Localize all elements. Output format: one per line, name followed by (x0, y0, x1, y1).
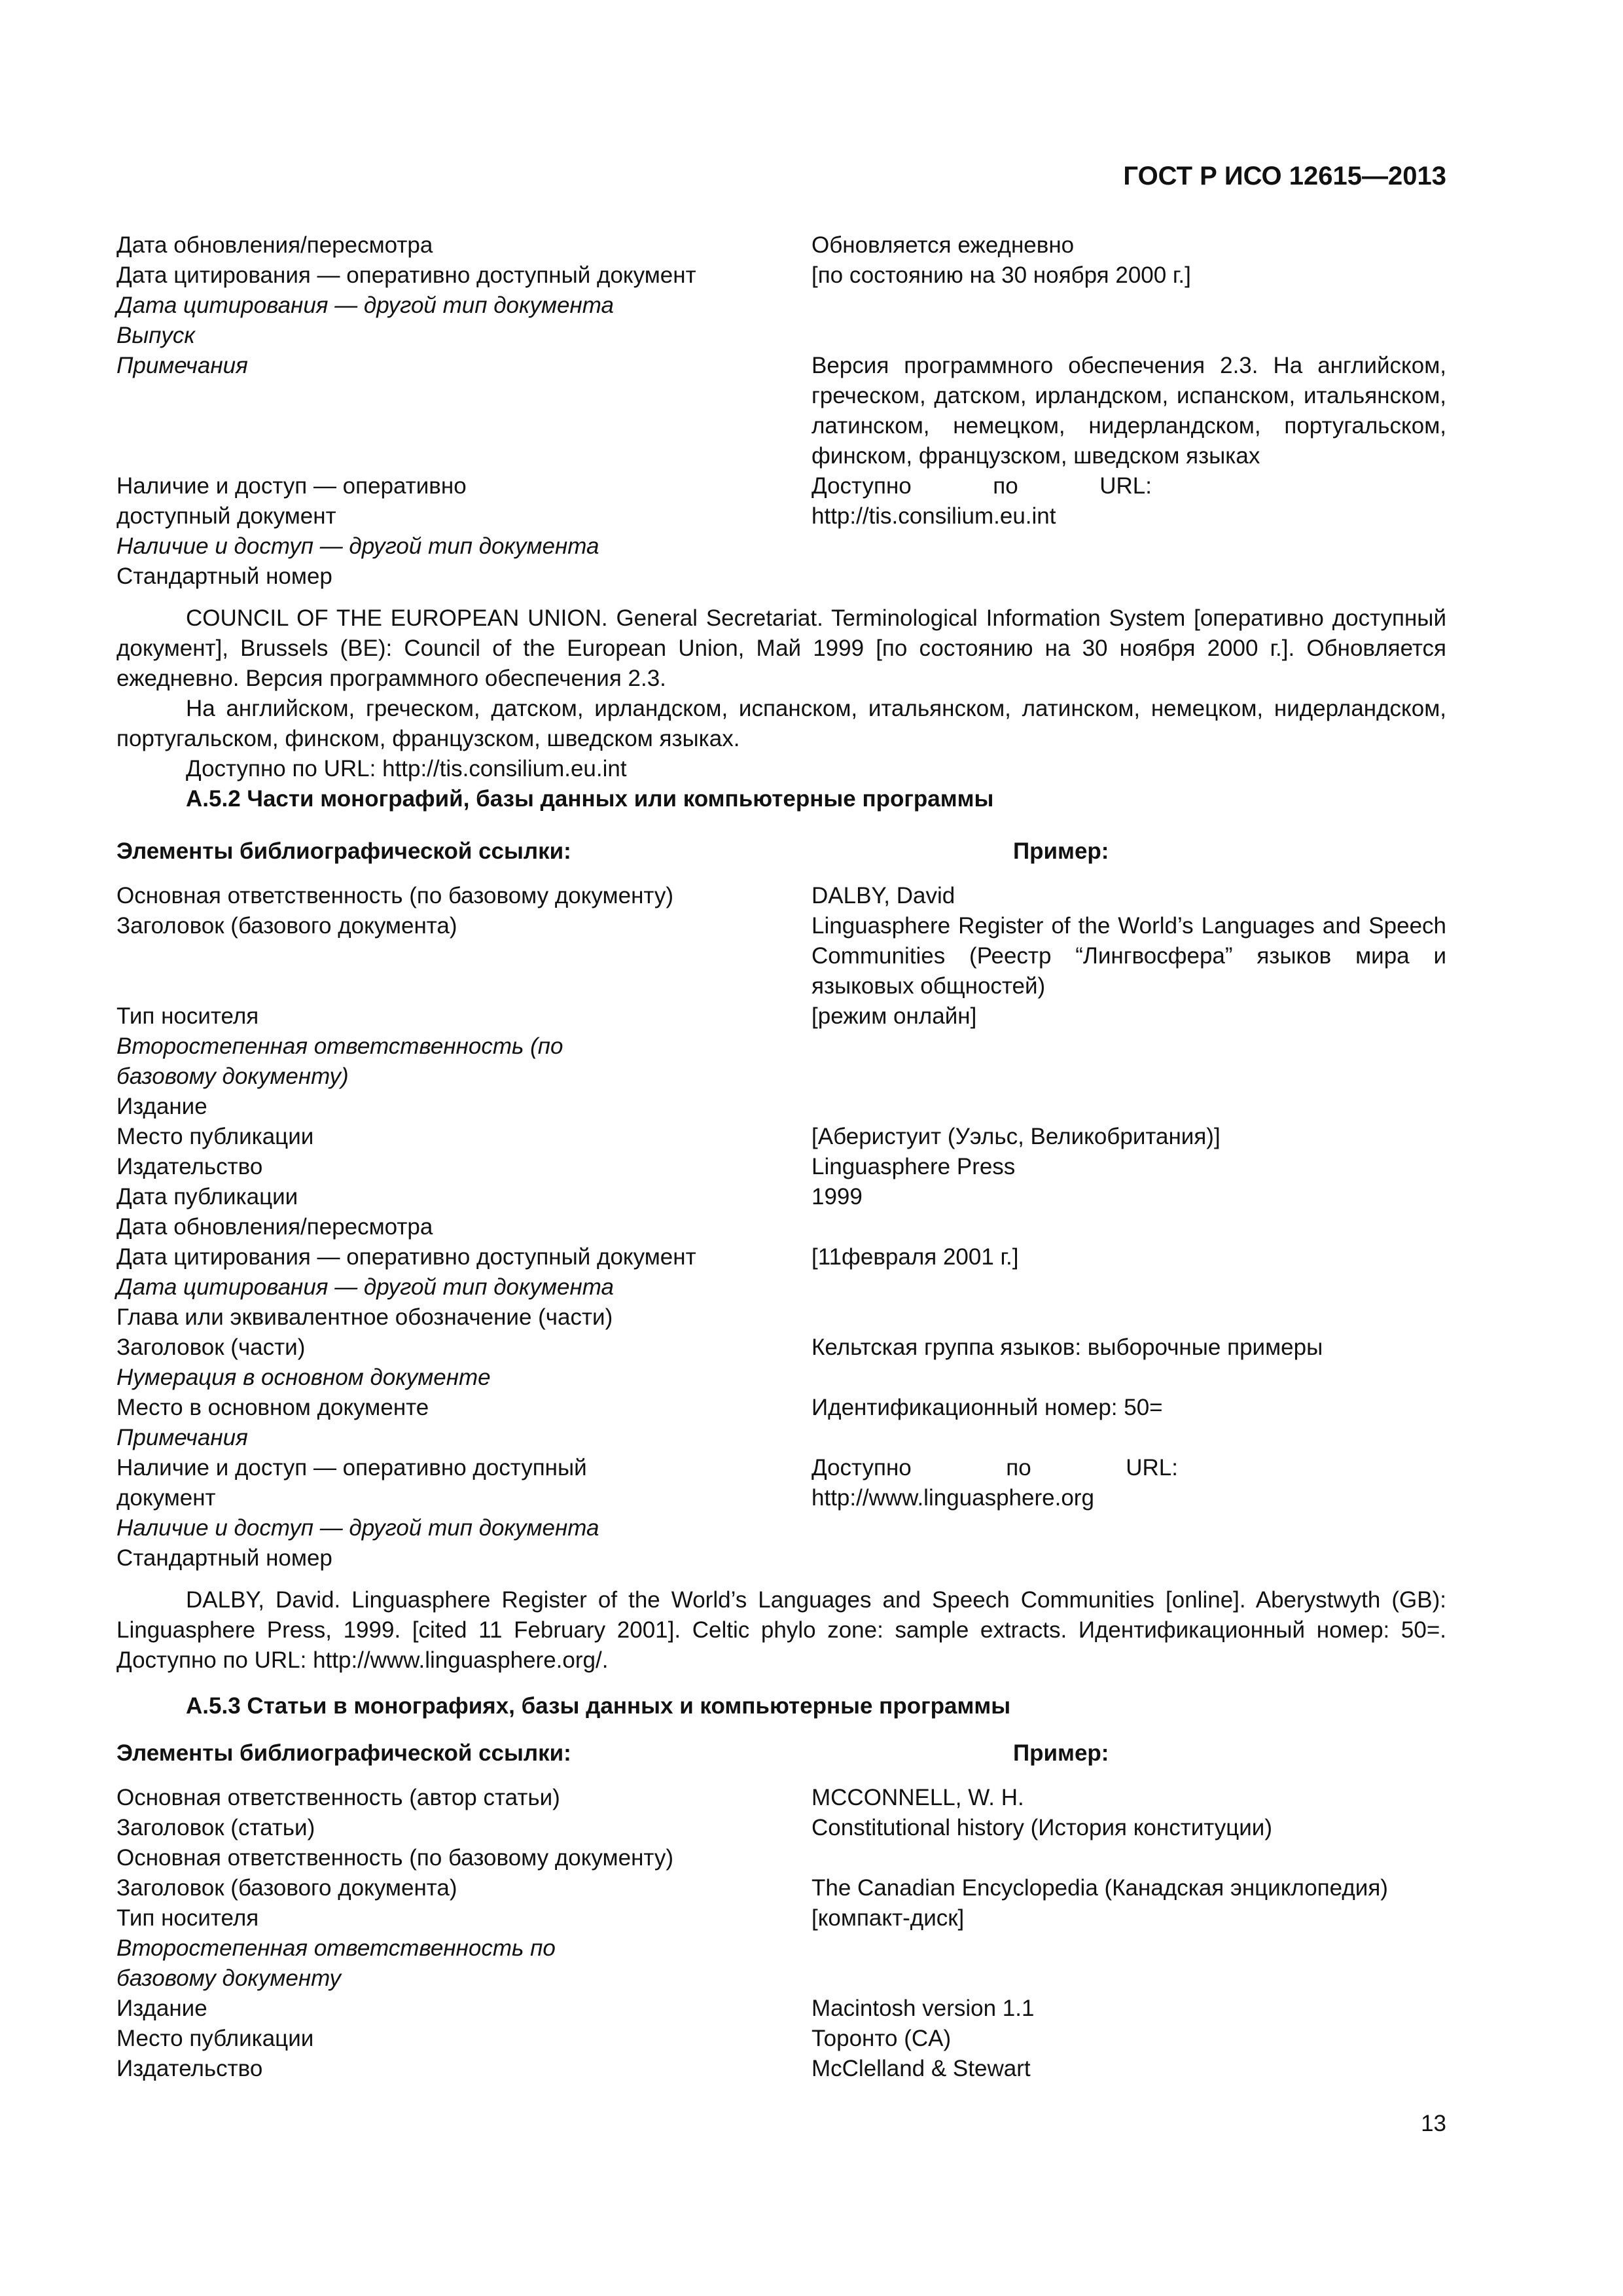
element-row (116, 1182, 1446, 1212)
section-heading: А.5.3 Статьи в монографиях, базы данных и компьютерные программы (186, 1693, 1011, 1719)
element-label: Основная ответственность (по базовому документу) (116, 1845, 673, 1871)
element-value: Торонто (CA) (812, 2026, 952, 2051)
element-row (116, 1212, 1446, 1242)
element-row (116, 1001, 1446, 1031)
element-label: Место в основном документе (116, 1395, 429, 1420)
element-row (116, 1122, 1446, 1152)
sec2-column-header (116, 836, 1446, 867)
element-label: Дата обновления/пересмотра (116, 232, 433, 258)
element-row (116, 1393, 1446, 1423)
element-row (116, 1242, 1446, 1272)
element-row (116, 1513, 1446, 1543)
sec2-heading-block (116, 784, 1446, 814)
element-label: Издание (116, 1094, 207, 1119)
element-row (116, 2024, 1446, 2054)
element-label: Заголовок (базового документа) (116, 1875, 457, 1901)
section-heading: А.5.2 Части монографий, базы данных или компьютерные программы (186, 786, 994, 812)
element-row (116, 1272, 1446, 1302)
element-value: Идентификационный номер: 50= (812, 1395, 1163, 1420)
element-row (116, 1933, 1446, 1994)
element-label: Дата публикации (116, 1184, 298, 1210)
element-row (116, 1903, 1446, 1933)
column-header-example: Пример: (1013, 1740, 1109, 1766)
element-label: Дата цитирования — оперативно доступный документ (116, 1244, 696, 1270)
column-header-elements: Элементы библиографической ссылки: (116, 1740, 571, 1766)
sec2-reference-example (116, 1585, 1446, 1676)
element-row (116, 2054, 1446, 2084)
element-value: Macintosh version 1.1 (812, 1996, 1035, 2021)
element-label: Тип носителя (116, 1905, 259, 1931)
element-row (116, 1302, 1446, 1333)
element-label: Второстепенная ответственность (по базовому документу) (116, 1033, 563, 1089)
element-row (116, 1152, 1446, 1182)
element-row (116, 1783, 1446, 1813)
element-label: Место публикации (116, 2026, 314, 2051)
element-value: [11февраля 2001 г.] (812, 1244, 1019, 1270)
element-label: Заголовок (базового документа) (116, 913, 457, 939)
element-label: Наличие и доступ — другой тип документа (116, 533, 599, 559)
element-row (116, 911, 1446, 1001)
element-value: The Canadian Encyclopedia (Канадская энциклопедия) (812, 1875, 1388, 1901)
element-row (116, 1363, 1446, 1393)
element-label: Глава или эквивалентное обозначение (части) (116, 1304, 613, 1330)
element-row (116, 291, 1446, 321)
element-row (116, 230, 1446, 260)
element-label: Место публикации (116, 1124, 314, 1149)
element-label: Наличие и доступ — оперативно доступный документ (116, 473, 467, 529)
element-label: Издательство (116, 1154, 263, 1179)
document-id-header: ГОСТ Р ИСО 12615—2013 (1123, 162, 1446, 190)
element-value: Доступно по URL: http://tis.consilium.eu.int (812, 473, 1152, 529)
element-label: Второстепенная ответственность по базовому документу (116, 1935, 556, 1991)
element-value: MCCONNELL, W. H. (812, 1785, 1024, 1810)
sec3-column-header (116, 1738, 1446, 1768)
element-label: Издание (116, 1996, 207, 2021)
element-row (116, 1994, 1446, 2024)
element-value: McClelland & Stewart (812, 2056, 1031, 2081)
element-value: Обновляется ежедневно (812, 232, 1075, 258)
reference-paragraph: На английском, греческом, датском, ирландском, испанском, итальянском, латинском, немецком, нидерландском, португальском, финском, французском, шведском языках. (116, 696, 1446, 751)
element-row (116, 321, 1446, 351)
element-label: Заголовок (статьи) (116, 1815, 315, 1840)
element-row (116, 471, 1446, 531)
element-value: [компакт-диск] (812, 1905, 965, 1931)
element-label: Дата цитирования — другой тип документа (116, 1274, 614, 1300)
element-label: Нумерация в основном документе (116, 1365, 491, 1390)
element-value: DALBY, David (812, 883, 955, 908)
element-label: Тип носителя (116, 1003, 259, 1029)
sec1-reference-example (116, 603, 1446, 784)
reference-paragraph: DALBY, David. Linguasphere Register of the World’s Languages and Speech Communities [online]. Aberystwyth (GB): Linguasphere Press, 1999. [cited 11 February 2001]. Celtic phylo zone: sample extracts. Идентификационный номер: 50=. Доступно по URL: http://www.linguasphere.org/. (116, 1587, 1446, 1673)
element-label: Заголовок (части) (116, 1335, 306, 1360)
element-label: Наличие и доступ — оперативно доступный документ (116, 1455, 587, 1511)
element-value: [по состоянию на 30 ноября 2000 г.] (812, 262, 1191, 288)
element-row (116, 1813, 1446, 1843)
element-label: Издательство (116, 2056, 263, 2081)
element-value: Доступно по URL: http://www.linguasphere.org (812, 1455, 1178, 1511)
element-label: Наличие и доступ — другой тип документа (116, 1515, 599, 1541)
element-value: [Аберистуит (Уэльс, Великобритания)] (812, 1124, 1221, 1149)
element-row (116, 1333, 1446, 1363)
element-row (116, 562, 1446, 592)
page-number: 13 (1421, 2111, 1446, 2136)
sec2-element-list (116, 881, 1446, 1573)
element-row (116, 881, 1446, 911)
reference-paragraph: Доступно по URL: http://tis.consilium.eu.int (186, 756, 627, 781)
element-label: Стандартный номер (116, 1545, 332, 1571)
element-row (116, 1092, 1446, 1122)
element-row (116, 1453, 1446, 1513)
element-value: Linguasphere Register of the World’s Languages and Speech Communities (Реестр “Лингвосфера” языков мира и языковых общностей) (812, 913, 1446, 999)
element-label: Дата цитирования — другой тип документа (116, 293, 614, 318)
reference-paragraph: COUNCIL OF THE EUROPEAN UNION. General Secretariat. Terminological Information System [оперативно доступный документ], Brussels (BE): Council of the European Union, Май 1999 [по состоянию на 30 ноября 2000 г.]. Обновляется ежедневно. Версия программного обеспечения 2.3. (116, 605, 1446, 691)
element-value: Constitutional history (История конституции) (812, 1815, 1273, 1840)
sec3-element-list (116, 1783, 1446, 2084)
element-label: Дата обновления/пересмотра (116, 1214, 433, 1240)
element-value: Linguasphere Press (812, 1154, 1016, 1179)
element-label: Примечания (116, 1425, 248, 1450)
element-value: 1999 (812, 1184, 863, 1210)
element-label: Примечания (116, 353, 248, 378)
element-row (116, 531, 1446, 562)
element-label: Выпуск (116, 323, 195, 348)
element-row (116, 1423, 1446, 1453)
sec3-heading-block (116, 1691, 1446, 1721)
element-label: Дата цитирования — оперативно доступный документ (116, 262, 696, 288)
sec1-element-list (116, 230, 1446, 592)
element-label: Основная ответственность (по базовому документу) (116, 883, 673, 908)
element-row (116, 1843, 1446, 1873)
column-header-example: Пример: (1013, 838, 1109, 864)
element-label: Основная ответственность (автор статьи) (116, 1785, 560, 1810)
element-row (116, 1543, 1446, 1573)
element-value: Версия программного обеспечения 2.3. На английском, греческом, датском, ирландском, испанском, итальянском, латинском, немецком, нидерландском, португальском, финском, французском, шведском языках (812, 353, 1446, 469)
element-row (116, 351, 1446, 471)
element-row (116, 260, 1446, 291)
element-label: Стандартный номер (116, 564, 332, 589)
element-row (116, 1873, 1446, 1903)
element-value: [режим онлайн] (812, 1003, 977, 1029)
column-header-elements: Элементы библиографической ссылки: (116, 838, 571, 864)
element-value: Кельтская группа языков: выборочные примеры (812, 1335, 1323, 1360)
element-row (116, 1031, 1446, 1092)
